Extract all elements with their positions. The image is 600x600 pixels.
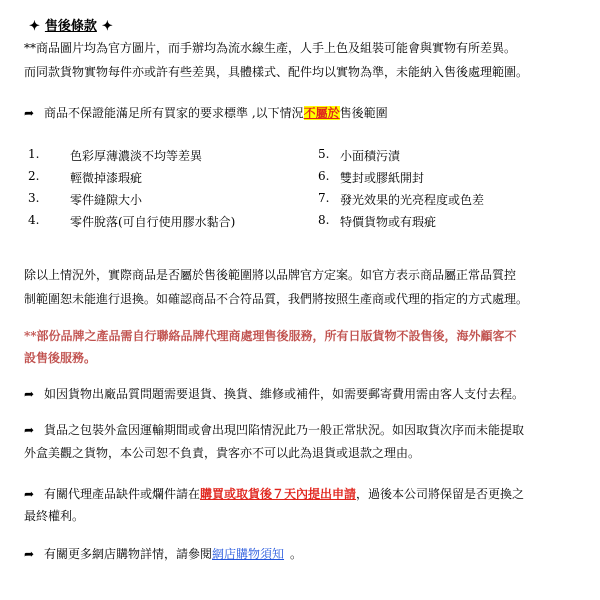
list-item: 零件縫隙大小 (70, 193, 143, 207)
arrow-right-icon: ➦ (24, 487, 35, 501)
para1-line-2: 制範圍恕未能進行退換。如確認商品不合符品質，我們將按照生產商或代理的指定的方式處理。 (24, 292, 529, 306)
shopping-guide-link[interactable]: 網店購物須知 (212, 547, 285, 561)
star-left-icon: ✦ (29, 19, 40, 34)
intro-line-2: 而同款貨物實物每件亦或許有些差異，具體樣式、配件均以實物為準，未能納入售後處理範圍。 (24, 65, 529, 79)
para5-post: ，過後本公司將保留是否更換之 (356, 487, 525, 501)
list-num: 7. (318, 191, 330, 205)
para5-pre: 有關代理產品缺件或爛件請在 (44, 487, 201, 501)
para4-text-1: 貨品之包裝外盒因運輸期間或會出現凹陷情況此乃一般正常狀況。如因取貨次序而未能提取 (44, 423, 525, 437)
guarantee-pre: 商品不保證能滿足所有買家的要求標準 ,以下情況 (44, 106, 304, 120)
list-item: 發光效果的光亮程度或色差 (340, 193, 485, 207)
list-num: 5. (318, 147, 330, 161)
para6-line (24, 544, 302, 564)
para1-line-1: 除以上情況外，實際商品是否屬於售後範圍將以品牌官方定案。如官方表示商品屬正常品質控 (24, 268, 517, 282)
arrow-right-icon: ➦ (24, 423, 35, 437)
not-covered-highlight: 不屬於 (303, 106, 340, 120)
para2-line-1: **部份品牌之產品需自行聯絡品牌代理商處理售後服務，所有日版貨物不設售後，海外顧客不 (24, 329, 517, 343)
list-item: 零件脫落(可自行使用膠水黏合) (70, 215, 236, 229)
intro-line-1: **商品圖片均為官方圖片，而手辦均為流水線生產，人手上色及組裝可能會與實物有所差異。 (24, 41, 517, 55)
guarantee-post: 售後範圍 (339, 106, 388, 120)
list-item: 輕微掉漆瑕疵 (70, 171, 143, 185)
list-num: 2. (28, 169, 40, 183)
list-item: 色彩厚薄濃淡不均等差異 (70, 149, 203, 163)
deadline-highlight: 購買或取貨後７天內提出申請 (200, 487, 357, 501)
list-item: 特價貨物或有瑕疵 (340, 215, 437, 229)
para2-line-2: 設售後服務。 (24, 351, 97, 365)
para6-post: 。 (290, 547, 303, 561)
para3-line (24, 384, 524, 404)
list-num: 1. (28, 147, 40, 161)
para5-line-1 (24, 484, 524, 504)
arrow-right-icon: ➦ (24, 387, 35, 401)
star-right-icon: ✦ (101, 19, 113, 34)
para3-text: 如因貨物出廠品質問題需要退貨、換貨、維修或補件，如需要郵寄費用需由客人支付去程。 (44, 387, 525, 401)
arrow-right-icon: ➦ (24, 547, 35, 561)
list-item: 雙封或膠紙開封 (340, 171, 425, 185)
guarantee-line (24, 103, 388, 123)
arrow-right-icon: ➦ (24, 106, 35, 120)
para4-line-1 (24, 420, 524, 440)
page-title (24, 15, 118, 34)
para5-line-2: 最終權利。 (24, 509, 85, 523)
title-text: 售後條款 (44, 19, 97, 34)
list-num: 3. (28, 191, 40, 205)
para4-line-2: 外盒美觀之貨物，本公司恕不負責，貴客亦不可以此為退貨或退款之理由。 (24, 446, 421, 460)
list-num: 6. (318, 169, 330, 183)
list-item: 小面積污漬 (340, 149, 401, 163)
list-num: 4. (28, 213, 40, 227)
para6-pre: 有關更多網店購物詳情，請參閱 (44, 547, 213, 561)
list-num: 8. (318, 213, 330, 227)
